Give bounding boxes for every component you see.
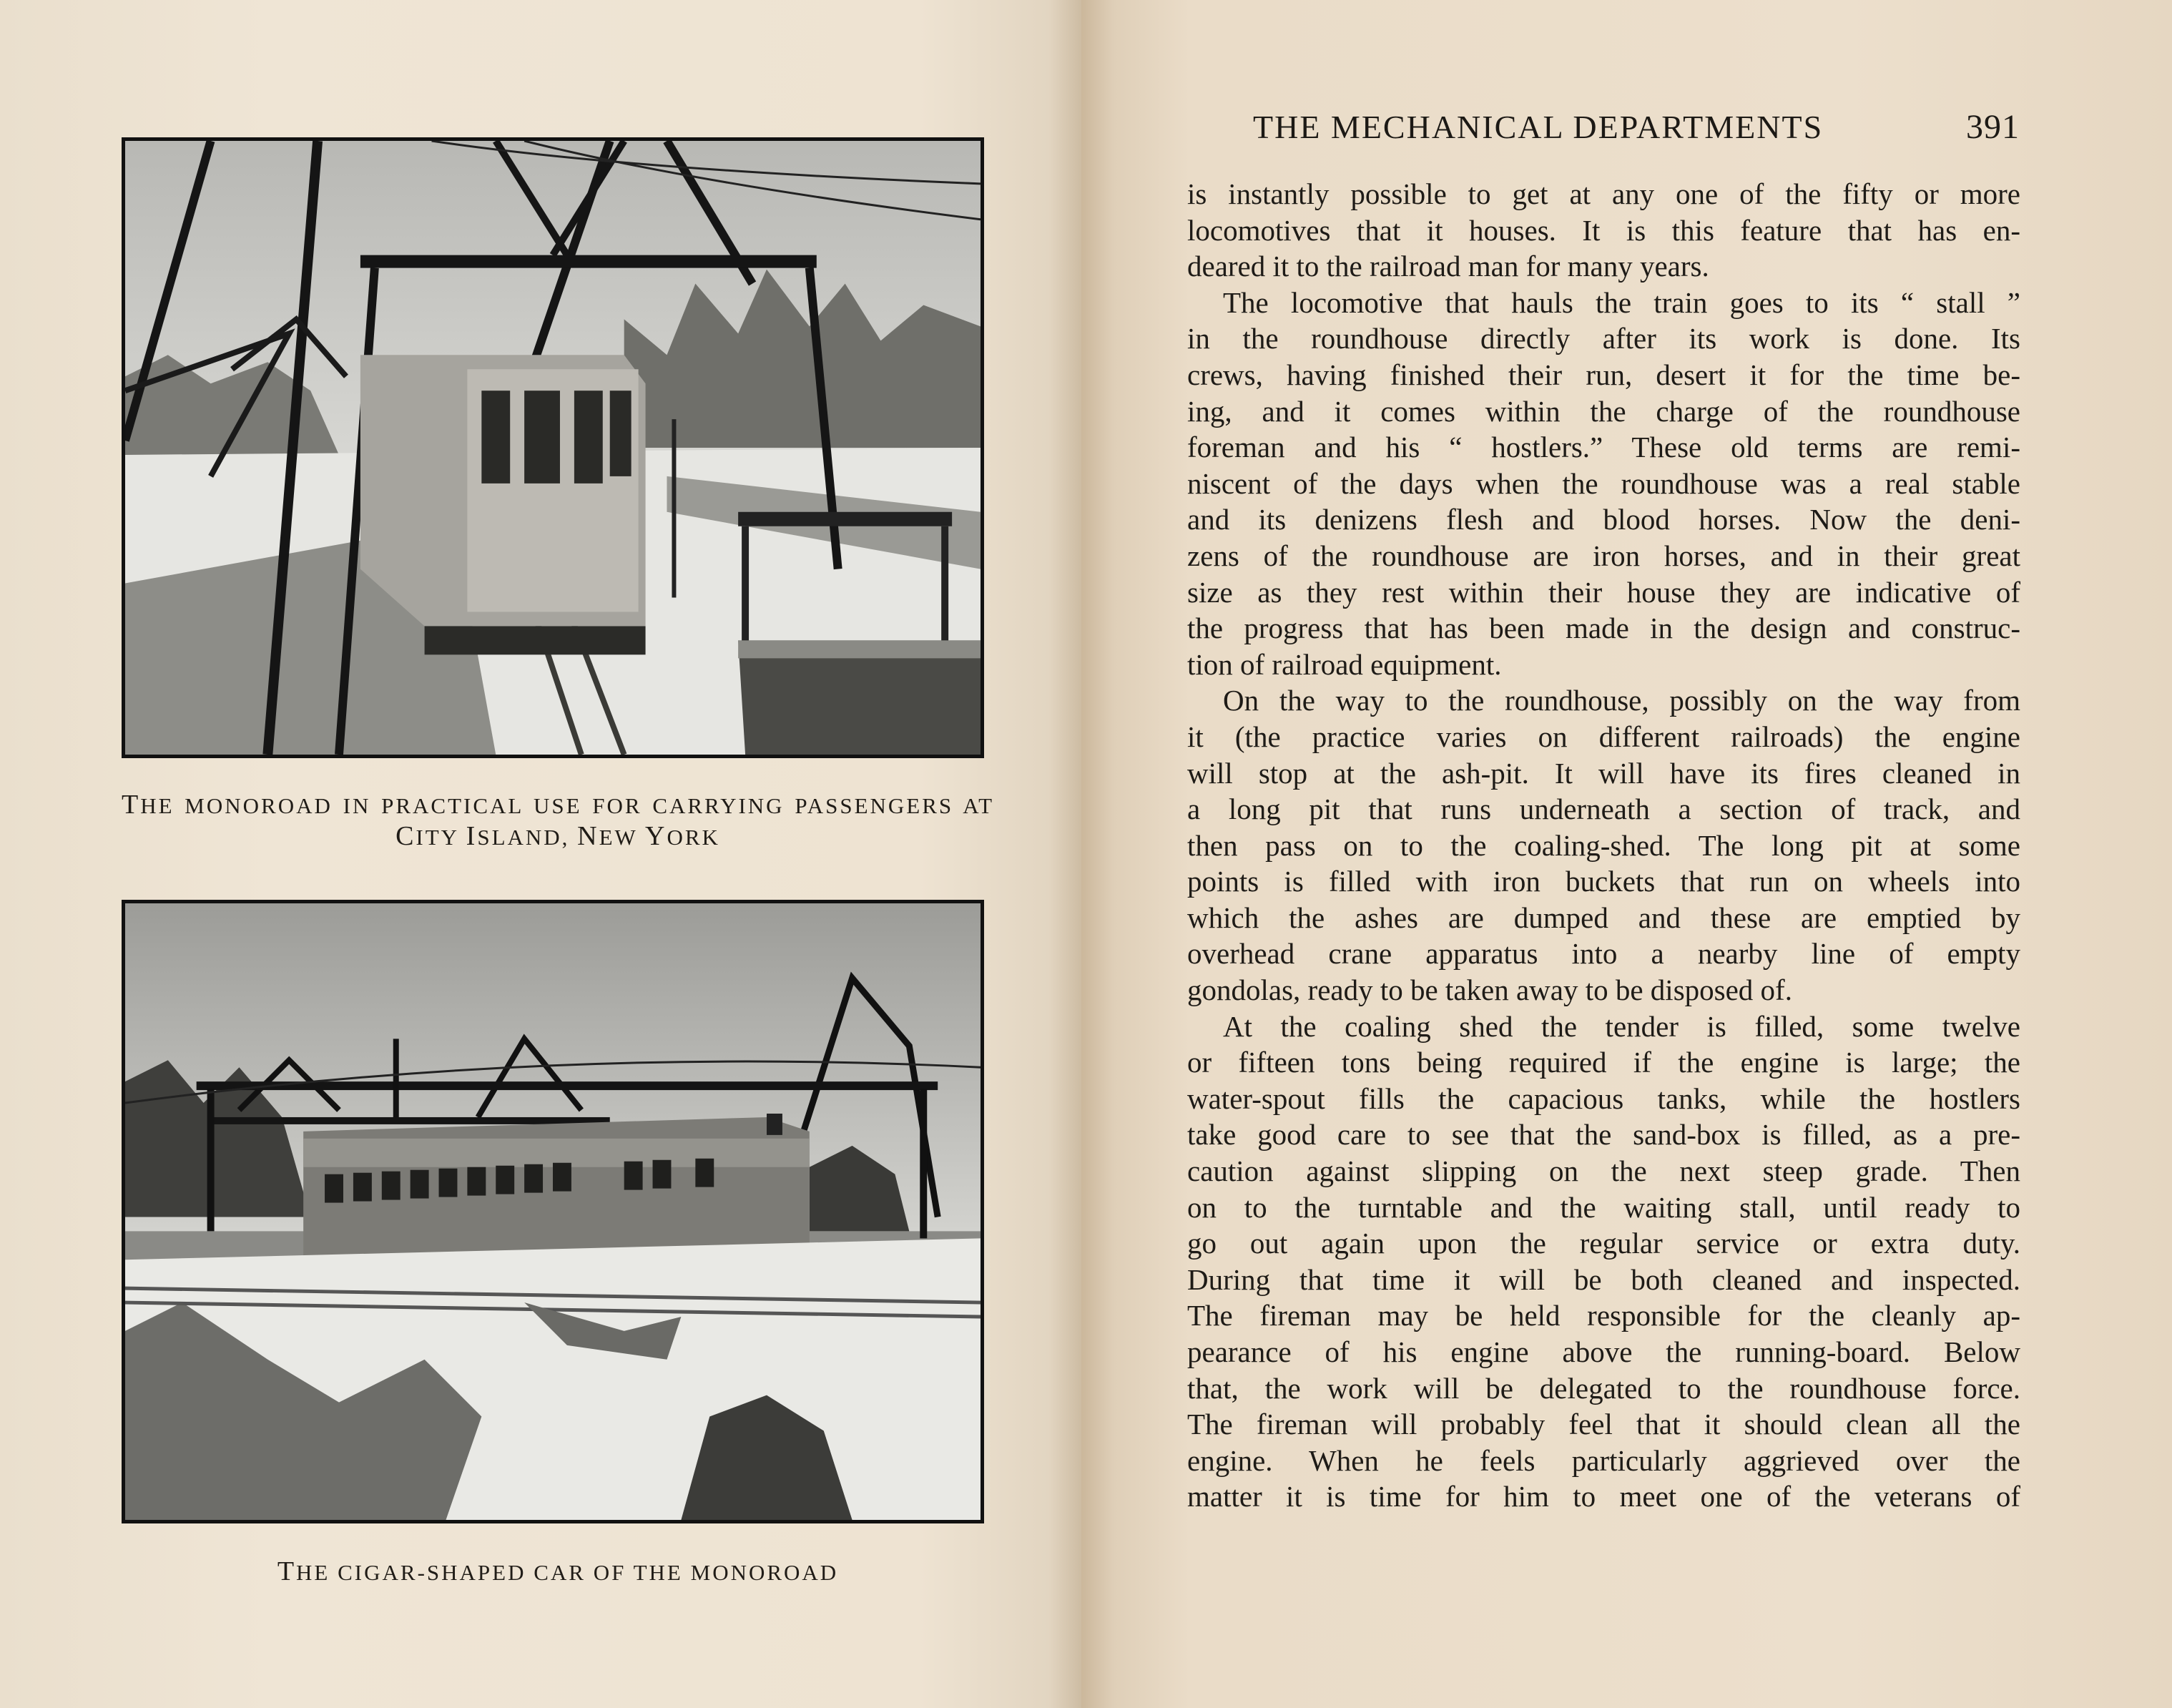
text-line: size as they rest within their house they are indicative of [1187,575,2020,609]
text-line: The locomotive that hauls the train goes to its “ stall ” [1223,285,2020,319]
text-line: pearance of his engine above the running-board. Below [1187,1335,2020,1368]
right-page [1081,0,2172,1708]
text-line: zens of the roundhouse are iron horses, and in their great [1187,539,2020,572]
chapter-title: THE MECHANICAL DEPARTMENTS [1253,109,1824,145]
text-line: on to the turntable and the waiting stall, until ready to [1187,1190,2020,1224]
text-line: the progress that has been made in the design and construc- [1187,612,2020,645]
caption-line: THE MONOROAD IN PRACTICAL USE FOR CARRYING PASSENGERS AT [122,790,995,820]
text-line: and its denizens flesh and blood horses. Now the deni- [1187,503,2020,536]
text-line: which the ashes are dumped and these are emptied by [1187,900,2020,934]
caption-line: CITY ISLAND, NEW YORK [395,821,720,851]
text-line: or fifteen tons being required if the engine is large; the [1187,1046,2020,1079]
text-line: is instantly possible to get at any one of the fifty or more [1187,177,2020,210]
text-line: overhead crane apparatus into a nearby line of empty [1187,937,2020,971]
text-line: On the way to the roundhouse, possibly on the way from [1223,684,2020,717]
cigar-shaped-car-photo [122,900,984,1523]
text-line: then pass on to the coaling-shed. The long pit at some [1187,828,2020,862]
text-line: crews, having finished their run, desert it for the time be- [1187,358,2020,391]
plate-top-caption [122,790,994,853]
text-line: in the roundhouse directly after its work is done. Its [1187,322,2020,355]
left-page [0,0,1081,1708]
text-line: that, the work will be delegated to the roundhouse force. [1187,1371,2020,1405]
text-line: At the coaling shed the tender is filled, some twelve [1223,1009,2020,1043]
monoroad-city-island-illustration [125,141,981,755]
text-line: gondolas, ready to be taken away to be disposed of. [1187,973,1792,1007]
caption-line: THE CIGAR-SHAPED CAR OF THE MONOROAD [277,1556,839,1586]
text-line: foreman and his “ hostlers.” These old terms are remi- [1187,431,2020,464]
text-line: The fireman will probably feel that it should clean all the [1187,1408,2020,1441]
plate-bottom-caption [122,1556,994,1588]
monoroad-city-island-photo [122,137,984,758]
text-line: a long pit that runs underneath a section of track, and [1187,792,2020,826]
text-line: During that time it will be both cleaned and inspected. [1187,1262,2020,1296]
text-line: go out again upon the regular service or extra duty. [1187,1227,2020,1260]
text-line: take good care to see that the sand-box is filled, as a pre- [1187,1118,2020,1152]
text-line: ing, and it comes within the charge of the roundhouse [1187,394,2020,428]
text-line: locomotives that it houses. It is this feature that has en- [1187,213,2020,247]
text-line: tion of railroad equipment. [1187,647,1502,681]
text-line: The fireman may be held responsible for the cleanly ap- [1187,1299,2020,1332]
running-head [1253,107,2020,147]
text-line: water-spout fills the capacious tanks, while the hostlers [1187,1081,2020,1115]
text-line: will stop at the ash-pit. It will have its fires cleaned in [1187,756,2020,790]
page-number: 391 [1966,108,2020,146]
cigar-shaped-car-illustration [125,903,981,1520]
text-line: niscent of the days when the roundhouse was a real stable [1187,466,2020,500]
text-line: it (the practice varies on different railroads) the engine [1187,720,2020,753]
text-line: engine. When he feels particularly aggrieved over the [1187,1443,2020,1477]
text-line: points is filled with iron buckets that run on wheels into [1187,865,2020,898]
text-line: matter it is time for him to meet one of the veterans of [1187,1480,2020,1513]
text-line: caution against slipping on the next steep grade. Then [1187,1154,2020,1188]
body-text [1187,176,2020,1515]
text-line: deared it to the railroad man for many years. [1187,250,1709,283]
